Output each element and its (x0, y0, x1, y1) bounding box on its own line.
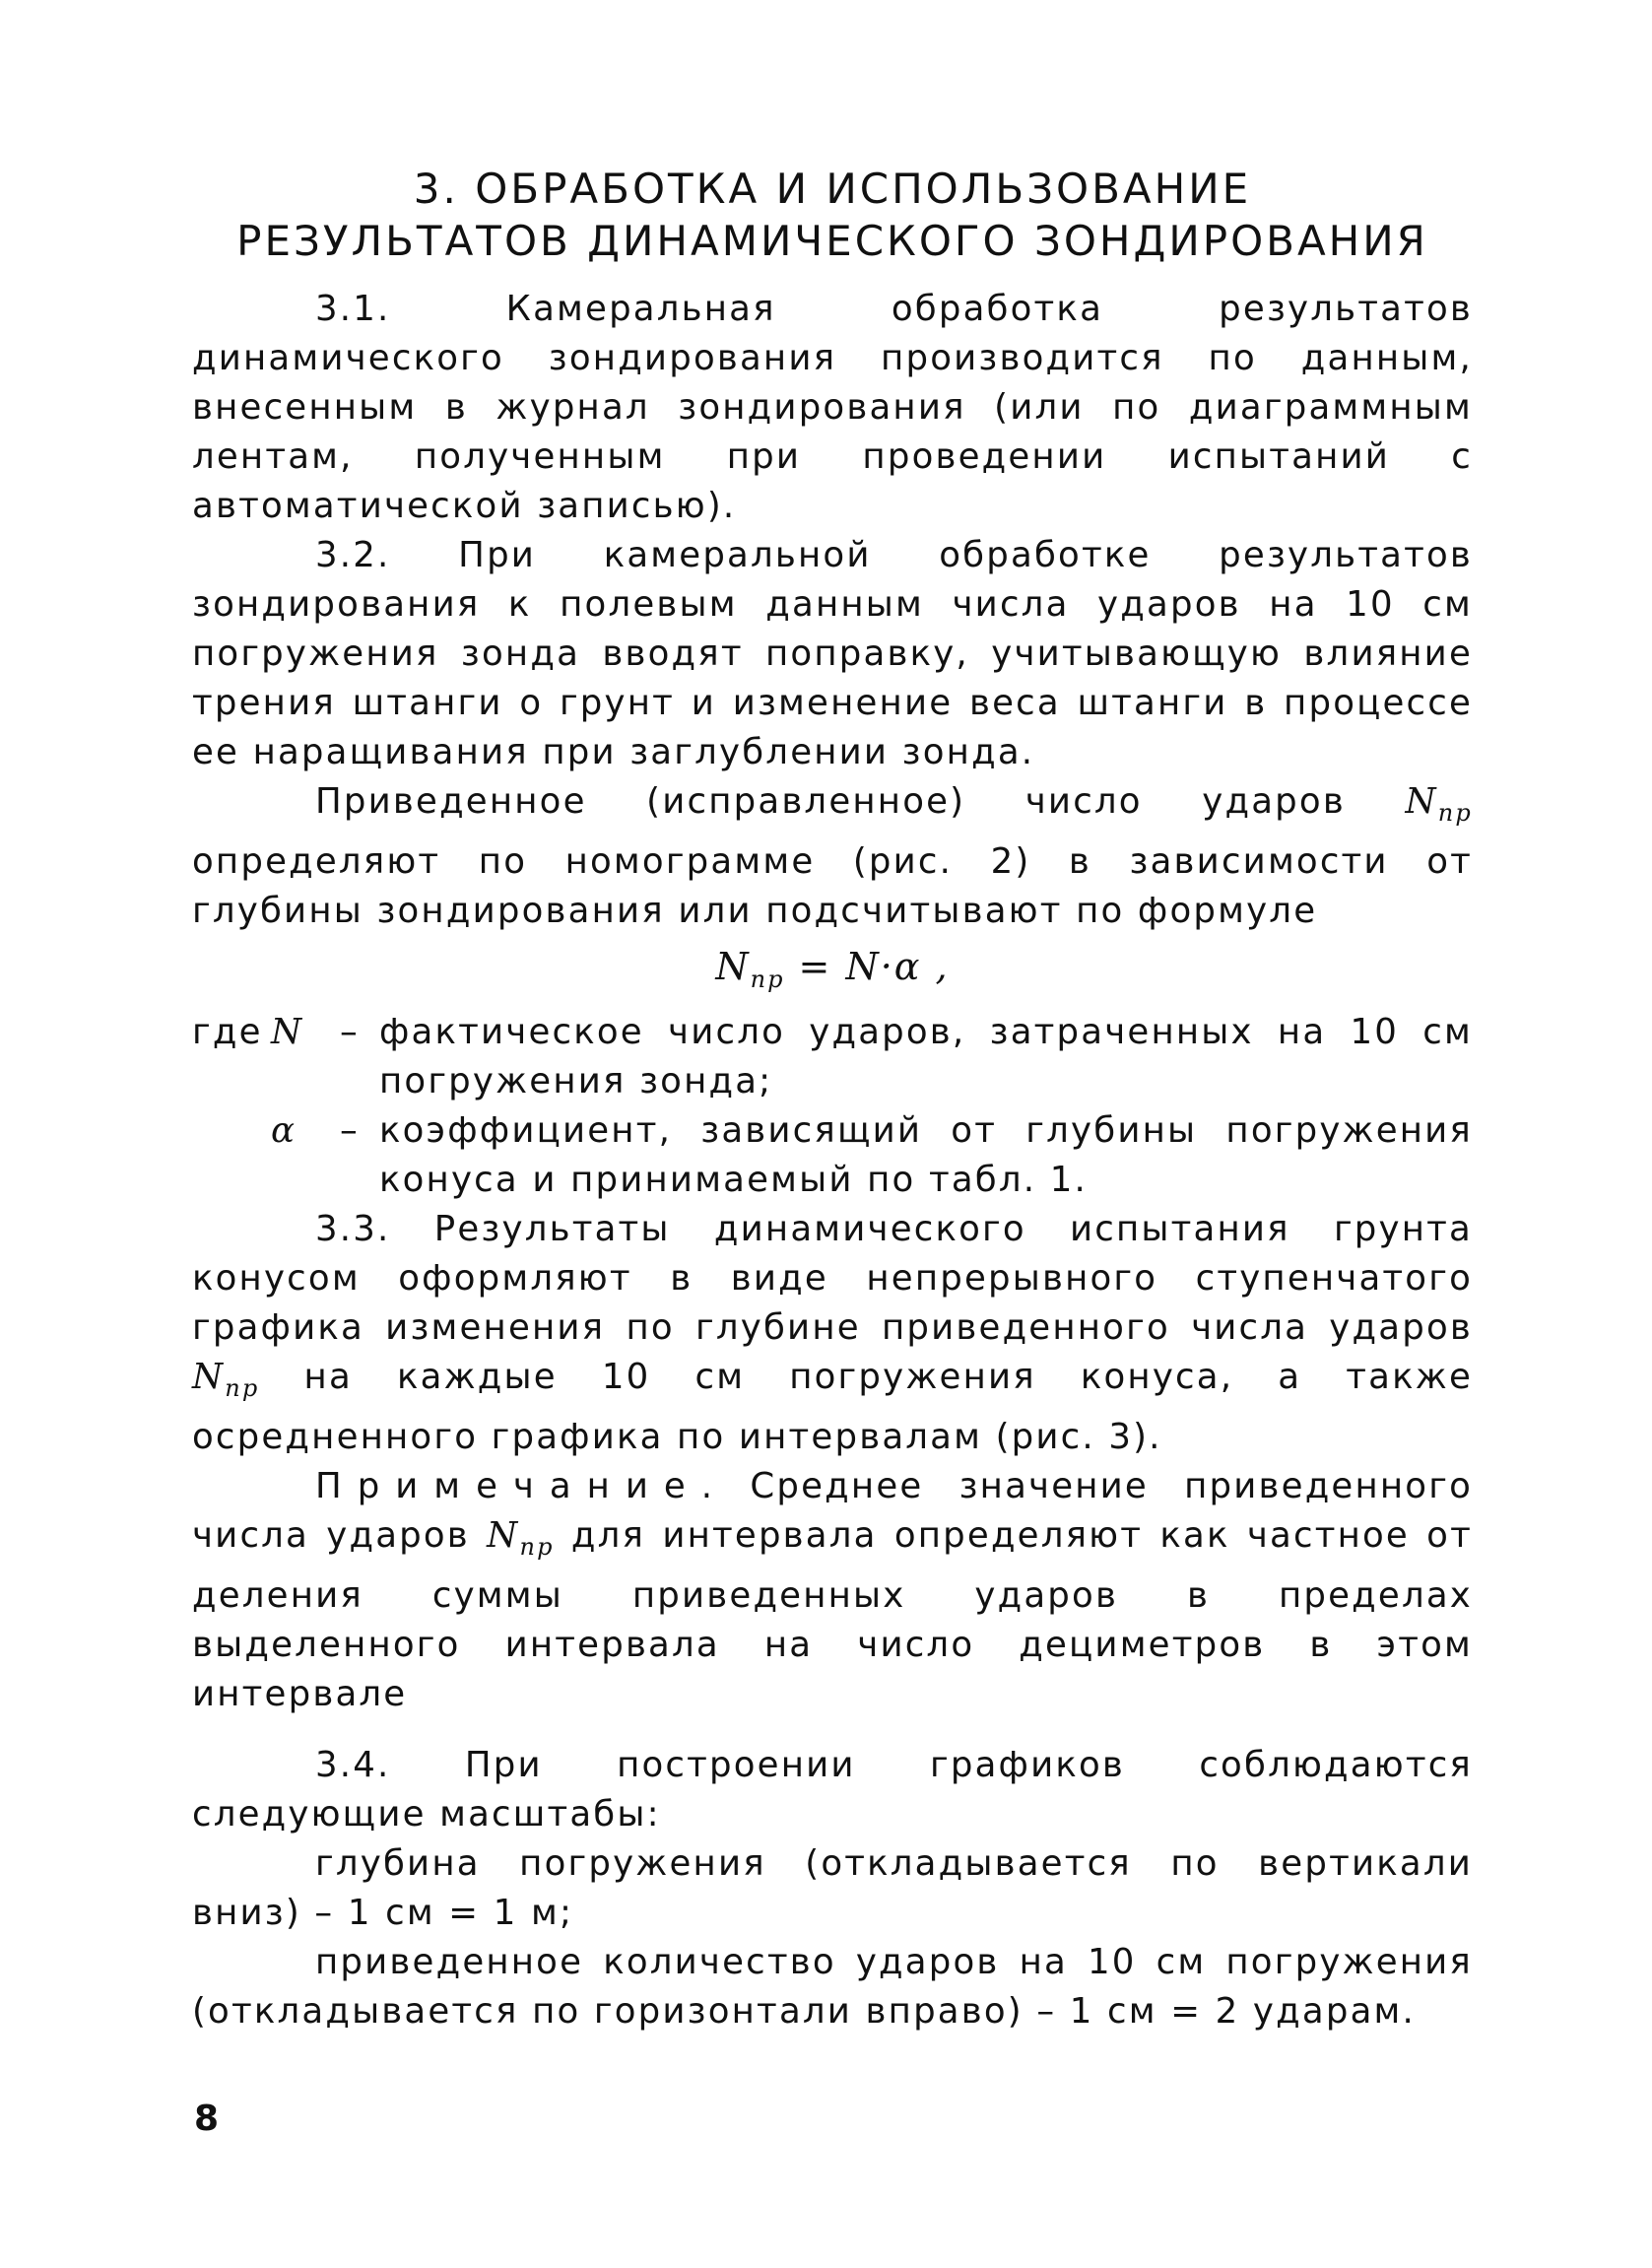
heading-line-2: РЕЗУЛЬТАТОВ ДИНАМИЧЕСКОГО ЗОНДИРОВАНИЯ (236, 217, 1428, 265)
note-text-before: . Среднее значение приведенного числа ударов (192, 1466, 1473, 1556)
formula-lhs: N (715, 945, 751, 988)
note-paragraph (192, 1462, 1473, 1719)
paragraph-3-2: 3.2. При камеральной обработке результатов зондирования к полевым данным числа ударов на 10 см погружения зонда вводят поправку, учитывающую влияние трения штанги о грунт и изменение веса штанги в процессе ее наращивания при заглублении зонда. (192, 535, 1473, 772)
note-label: Примечание (315, 1466, 701, 1506)
definition-dash: – (340, 1110, 360, 1151)
paragraph-reduced-blows (192, 777, 1473, 936)
heading-line-1: 3. ОБРАБОТКА И ИСПОЛЬЗОВАНИЕ (413, 165, 1252, 213)
definition-symbol: N (271, 1012, 304, 1052)
reduced-text-before: Приведенное (исправленное) число ударов (315, 781, 1406, 822)
reduced-text-after: определяют по номограмме (рис. 2) в зависимости от глубины зондирования или подсчитывают по формуле (192, 841, 1473, 931)
definition-dash: – (340, 1012, 360, 1052)
formula-lhs-subscript: пр (750, 966, 785, 993)
scale-blows: приведенное количество ударов на 10 см погружения (откладывается по горизонтали вправо) – 1 см = 2 ударам. (192, 1942, 1473, 2032)
definition-symbol: α (271, 1110, 297, 1151)
symbol-n: N (1405, 781, 1438, 822)
symbol-n: N (487, 1515, 520, 1556)
definition-lead: где (192, 1012, 263, 1052)
spacer (192, 1719, 1473, 1741)
definition-text: фактическое число ударов, затраченных на 10 см погружения зонда; (379, 1012, 1473, 1101)
note-text-after: для интервала определяют как частное от деления суммы приведенных ударов в пределах выделенного интервала на число дециметров в этом интервале (192, 1515, 1473, 1714)
formula-rhs: = N·α , (784, 945, 950, 988)
definition-row (192, 1106, 1473, 1205)
p33-text-before: 3.3. Результаты динамического испытания грунта конусом оформляют в виде непрерывного ступенчатого графика изменения по глубине приведенного числа ударов (192, 1209, 1473, 1348)
definition-row (192, 1008, 1473, 1106)
symbol-subscript: пр (519, 1533, 555, 1561)
formula (192, 938, 1473, 1008)
p33-text-after: на каждые 10 см погружения конуса, а также осредненного графика по интервалам (рис. 3). (192, 1357, 1473, 1457)
paragraph-3-4: 3.4. При построении графиков соблюдаются следующие масштабы: (192, 1745, 1473, 1834)
symbol-n: N (192, 1357, 226, 1397)
section-heading (192, 163, 1473, 267)
paragraph-3-3 (192, 1205, 1473, 1462)
definition-text: коэффициент, зависящий от глубины погружения конуса и принимаемый по табл. 1. (379, 1110, 1473, 1200)
symbol-subscript: пр (1437, 799, 1473, 827)
document-page (192, 163, 1473, 2036)
page-number: 8 (194, 2099, 220, 2139)
symbol-subscript: пр (225, 1374, 260, 1402)
scale-depth: глубина погружения (откладывается по вертикали вниз) – 1 см = 1 м; (192, 1843, 1473, 1933)
definitions-list (192, 1008, 1473, 1205)
paragraph-3-1: 3.1. Камеральная обработка результатов динамического зондирования производится по данным, внесенным в журнал зондирования (или по диаграммным лентам, полученным при проведении испытаний с автоматической записью). (192, 289, 1473, 526)
